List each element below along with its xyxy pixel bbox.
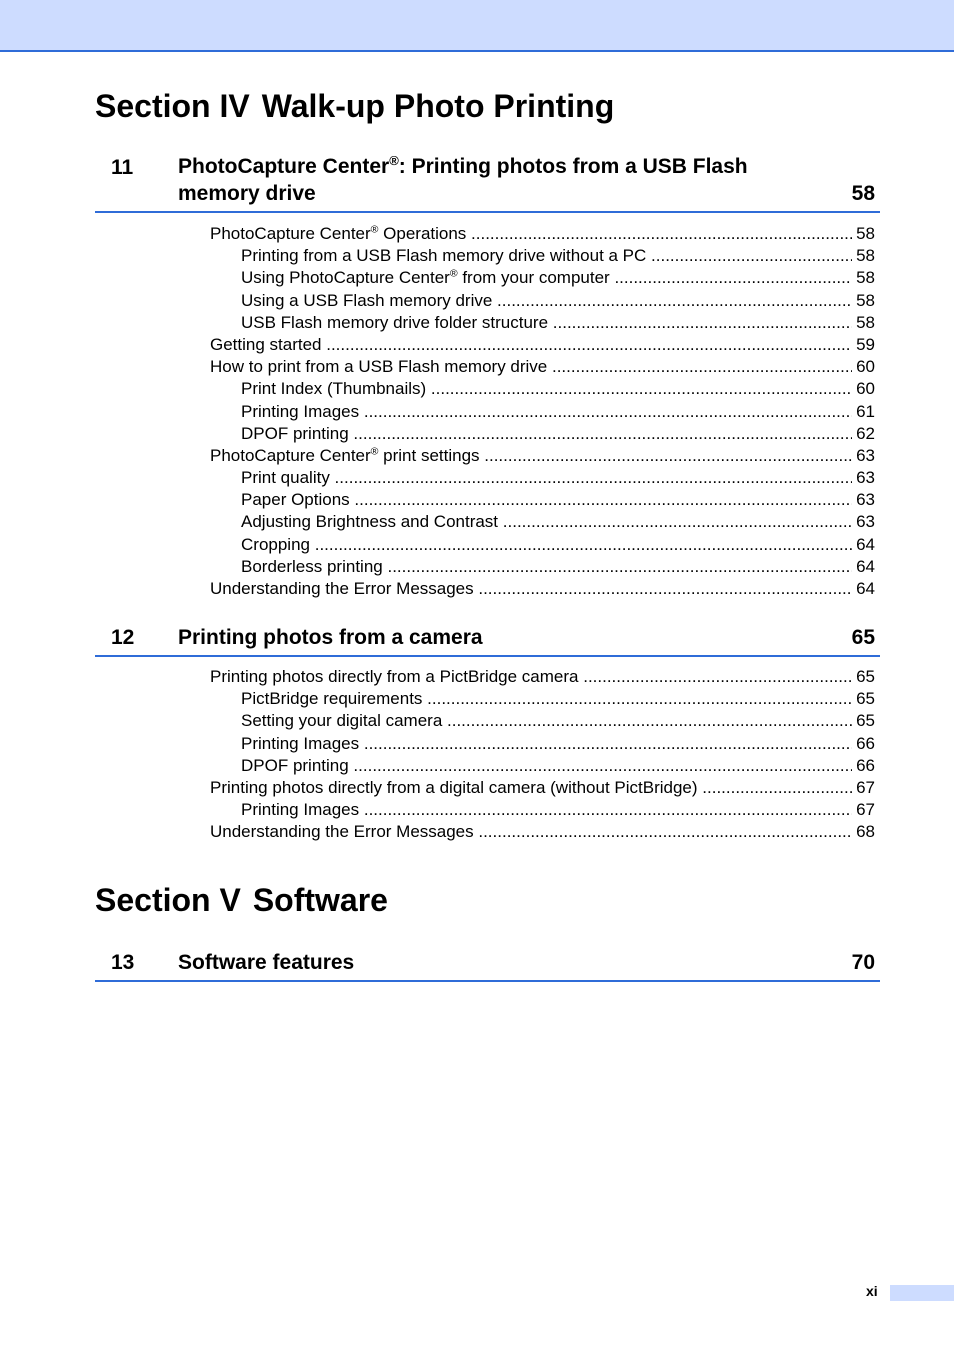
chapter-12-heading[interactable] [95, 623, 880, 657]
toc-entry[interactable] [0, 312, 954, 334]
toc-entry[interactable] [0, 666, 954, 688]
section-number: Section V [95, 882, 241, 918]
toc-entry-title [210, 666, 852, 688]
toc-entry-title [210, 445, 852, 467]
toc-entry-title [241, 534, 852, 556]
toc-entry[interactable] [0, 755, 954, 777]
toc-entry-page: 58 [856, 268, 875, 288]
toc-entry[interactable] [0, 378, 954, 400]
toc-entry-page: 64 [856, 534, 875, 554]
toc-entry-text: Getting started [210, 334, 322, 354]
chapter-title: Software features [178, 951, 355, 974]
toc-entry-text: Understanding the Error Messages [210, 579, 474, 598]
toc-entry-text: Understanding the Error Messages [210, 822, 474, 842]
toc-entry[interactable] [0, 710, 954, 732]
registered-mark: ® [370, 223, 379, 236]
toc-entry-text: Printing photos directly from a digital camera (without PictBridge) [210, 777, 698, 797]
toc-entry-page: 67 [856, 777, 875, 797]
chapter-page: 70 [851, 951, 875, 974]
toc-entry[interactable] [0, 267, 954, 289]
toc-entry-title [210, 777, 852, 799]
toc-entry-text: Printing Images [241, 800, 360, 820]
section-v-heading [95, 880, 388, 920]
chapter-title [178, 153, 748, 207]
toc-entry-title [241, 378, 852, 400]
toc-entry-text-after: from your computer [457, 268, 610, 288]
toc-entry-title [241, 423, 852, 445]
toc-entry-page: 64 [856, 556, 875, 576]
toc-entry-title [241, 799, 852, 821]
chapter-number: 12 [111, 626, 135, 649]
header-band [0, 0, 954, 52]
toc-entry-title [210, 356, 852, 378]
chapter-number: 11 [111, 156, 134, 179]
toc-entry-title [241, 489, 852, 511]
toc-entry-page: 59 [856, 334, 875, 354]
chapter-title-part1: PhotoCapture Center [178, 155, 390, 178]
chapter-12-entries [0, 666, 954, 844]
toc-entry-text: Cropping [241, 534, 310, 554]
toc-entry-text: Using a USB Flash memory drive [241, 290, 493, 310]
section-title: Software [252, 882, 388, 918]
chapter-13-heading[interactable] [95, 948, 880, 982]
footer-tab [890, 1285, 954, 1301]
toc-entry-text: DPOF printing [241, 423, 349, 443]
toc-entry-text: How to print from a USB Flash memory drive [210, 357, 548, 377]
toc-entry[interactable] [0, 777, 954, 799]
toc-entry-text: PictBridge requirements [241, 689, 423, 709]
toc-entry-page: 58 [856, 224, 875, 243]
toc-entry[interactable] [0, 334, 954, 356]
toc-entry-title [241, 290, 852, 312]
toc-entry-text: Adjusting Brightness and Contrast [241, 512, 499, 532]
toc-entry-page: 63 [856, 490, 875, 510]
toc-entry-text: Printing photos directly from a PictBridge camera [210, 667, 579, 686]
toc-entry-page: 66 [856, 755, 875, 775]
chapter-title-part2: : Printing photos from a USB Flash [398, 155, 748, 178]
toc-entry[interactable] [0, 356, 954, 378]
chapter-title-line2: memory drive [178, 182, 316, 205]
toc-entry-page: 68 [856, 822, 875, 842]
toc-entry[interactable] [0, 578, 954, 600]
toc-entry-text: Borderless printing [241, 556, 383, 576]
toc-entry[interactable] [0, 401, 954, 423]
toc-entry[interactable] [0, 445, 954, 467]
toc-entry-text: Paper Options [241, 490, 350, 510]
chapter-number: 13 [111, 951, 135, 974]
toc-entry-title [241, 733, 852, 755]
toc-entry-text-after: Operations [378, 224, 467, 243]
toc-entry-page: 58 [856, 246, 875, 266]
toc-entry-title [241, 511, 852, 533]
toc-entry-text: Print quality [241, 468, 330, 488]
toc-entry-page: 63 [856, 512, 875, 532]
toc-entry-title [241, 245, 852, 267]
toc-entry[interactable] [0, 245, 954, 267]
toc-entry-title [210, 334, 852, 356]
toc-entry-page: 63 [856, 468, 875, 488]
toc-entry[interactable] [0, 688, 954, 710]
toc-entry-page: 58 [856, 312, 875, 332]
toc-entry-page: 60 [856, 379, 875, 399]
chapter-title: Printing photos from a camera [178, 626, 483, 649]
toc-entry[interactable] [0, 534, 954, 556]
toc-entry-text: Printing from a USB Flash memory drive without a PC [241, 246, 647, 266]
toc-entry-title [241, 556, 852, 578]
toc-entry-text: PhotoCapture Center [210, 445, 371, 465]
toc-entry-title [241, 710, 852, 732]
chapter-11-entries [0, 223, 954, 600]
toc-entry-title [210, 578, 852, 600]
registered-mark: ® [449, 267, 458, 280]
toc-entry[interactable] [0, 467, 954, 489]
toc-entry-text: Using PhotoCapture Center [241, 268, 450, 288]
toc-entry-text: Print Index (Thumbnails) [241, 379, 427, 399]
toc-entry-page: 65 [856, 667, 875, 686]
toc-entry-title [210, 223, 852, 245]
toc-entry-text: Printing Images [241, 401, 360, 421]
toc-entry-text: Printing Images [241, 733, 360, 753]
toc-entry-title [241, 755, 852, 777]
toc-entry[interactable] [0, 733, 954, 755]
toc-entry[interactable] [0, 223, 954, 245]
toc-entry-title [241, 401, 852, 423]
toc-entry[interactable] [0, 556, 954, 578]
chapter-page: 65 [851, 626, 875, 649]
registered-mark: ® [389, 153, 399, 168]
toc-entry-page: 67 [856, 800, 875, 820]
toc-entry-page: 65 [856, 689, 875, 709]
chapter-11-heading[interactable] [95, 153, 880, 213]
toc-entry-page: 58 [856, 290, 875, 310]
section-iv-heading [95, 86, 614, 126]
toc-entry-text: USB Flash memory drive folder structure [241, 312, 549, 332]
chapter-page: 58 [851, 182, 875, 205]
toc-entry-page: 61 [856, 401, 875, 421]
toc-entry-page: 60 [856, 357, 875, 377]
section-number: Section IV [95, 88, 250, 124]
toc-entry-text: DPOF printing [241, 755, 349, 775]
toc-entry-page: 65 [856, 711, 875, 731]
toc-entry[interactable] [0, 489, 954, 511]
toc-entry-page: 66 [856, 733, 875, 753]
toc-entry-page: 64 [856, 579, 875, 598]
toc-entry-title [241, 312, 852, 334]
section-title: Walk-up Photo Printing [261, 88, 615, 124]
toc-entry[interactable] [0, 290, 954, 312]
toc-entry[interactable] [0, 821, 954, 843]
page-number: xi [866, 1283, 878, 1299]
toc-entry-title [210, 821, 852, 843]
toc-entry-text: PhotoCapture Center [210, 224, 371, 243]
toc-entry-title [241, 267, 852, 289]
toc-entry[interactable] [0, 799, 954, 821]
toc-entry-text: Setting your digital camera [241, 711, 443, 731]
toc-entry-page: 63 [856, 445, 875, 465]
toc-entry-text-after: print settings [378, 445, 480, 465]
toc-entry[interactable] [0, 511, 954, 533]
registered-mark: ® [370, 445, 379, 458]
toc-entry-page: 62 [856, 423, 875, 443]
toc-entry-title [241, 688, 852, 710]
toc-entry[interactable] [0, 423, 954, 445]
toc-entry-title [241, 467, 852, 489]
